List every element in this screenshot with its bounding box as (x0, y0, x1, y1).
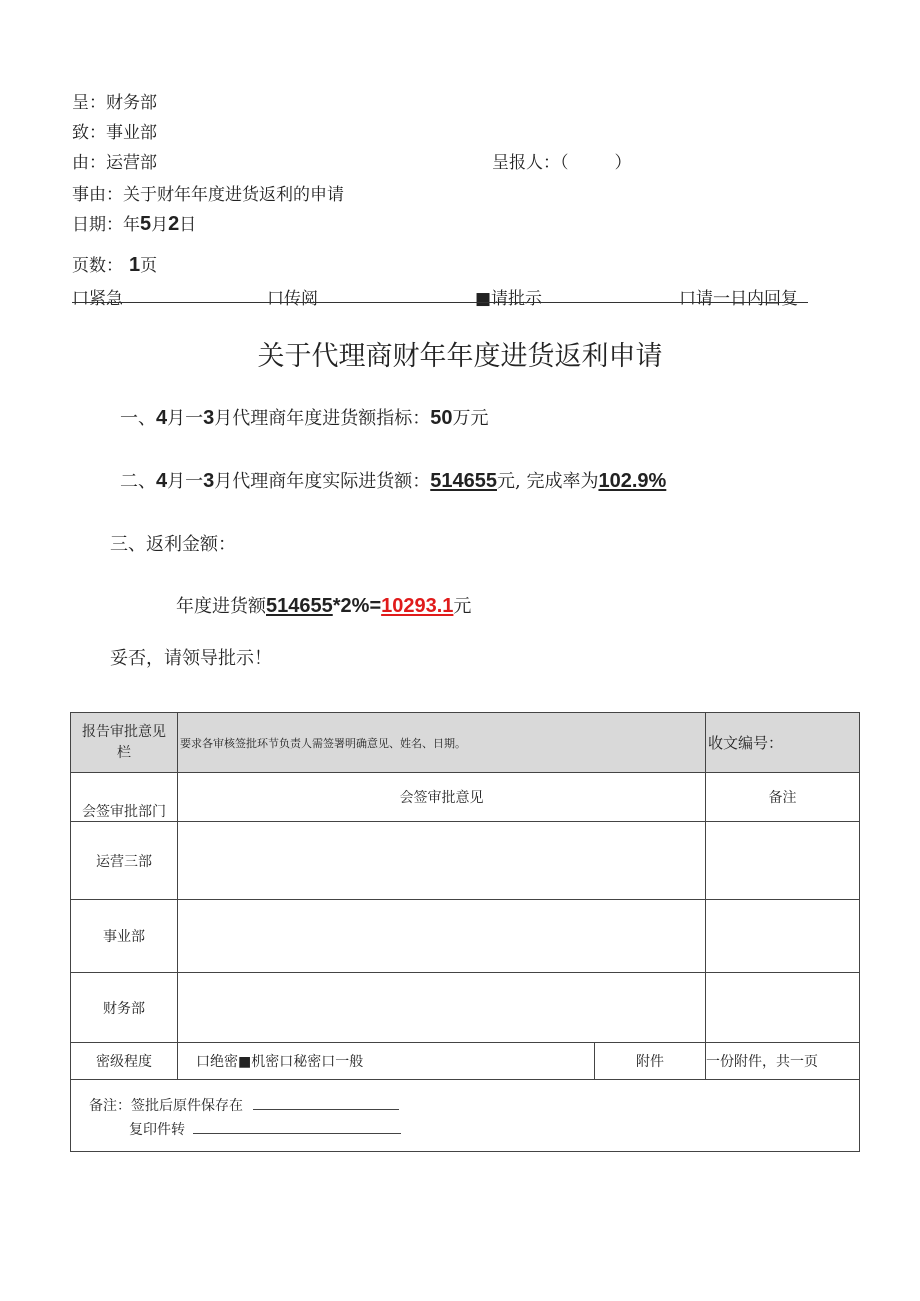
notes-cell (71, 1080, 860, 1152)
item-one-dash: 月一 (167, 408, 204, 429)
item-two-value: 514655 (430, 470, 497, 492)
to-label: 呈： (72, 93, 106, 113)
formula-op: *2%= (332, 595, 382, 617)
dept-name: 财务部 (71, 973, 178, 1043)
date-line (72, 210, 196, 236)
secrecy-row (71, 1043, 860, 1080)
opinion-cell[interactable] (178, 900, 706, 973)
closing-text: 妥否，请领导批示！ (110, 648, 272, 669)
original-storage-blank[interactable] (253, 1097, 399, 1110)
dept-row (71, 900, 860, 973)
date-month: 5 (140, 213, 152, 235)
from-line (72, 148, 157, 173)
flag-reply-one-day[interactable]: 口请一日内回复 (679, 289, 798, 309)
pages-line (72, 251, 157, 277)
copy-forward-blank[interactable] (193, 1121, 401, 1134)
remark-cell[interactable] (706, 822, 860, 900)
opinion-column-label: 报告审批意见栏 (71, 713, 178, 773)
copy-label: 复印件转 (129, 1122, 185, 1138)
approval-table (70, 712, 860, 1152)
opinion-cell[interactable] (178, 822, 706, 900)
page-title: 关于代理商财年年度进货返利申请 (257, 341, 663, 372)
remark-cell[interactable] (706, 900, 860, 973)
opinion-cell[interactable] (178, 973, 706, 1043)
pages-value: 1 (129, 254, 141, 276)
item-one-text: 月代理商年度进货额指标： (214, 408, 431, 429)
column-header-row (71, 773, 860, 822)
attachment-label: 附件 (595, 1043, 706, 1080)
remark-header: 备注 (706, 773, 860, 822)
dept-header: 会签审批部门 (71, 773, 178, 822)
dept-name: 事业部 (71, 900, 178, 973)
dept-name: 运营三部 (71, 822, 178, 900)
item-two-rate: 102.9% (598, 470, 667, 492)
cc-label: 致： (72, 123, 106, 143)
subject-label: 事由： (72, 185, 123, 205)
formula-base: 514655 (266, 595, 333, 617)
from-label: 由： (72, 153, 106, 173)
remark-cell[interactable] (706, 973, 860, 1043)
dept-row (71, 822, 860, 900)
doc-number-field[interactable]: 收文编号： (706, 713, 860, 773)
subject-value: 关于财年年度进货返利的申请 (123, 185, 344, 205)
to-line (72, 88, 157, 113)
item-one-month2: 3 (203, 407, 215, 429)
copy-forward-line (89, 1118, 859, 1142)
date-end: 日 (179, 215, 197, 235)
cc-value: 事业部 (106, 123, 157, 143)
item-two-prefix: 二、 (120, 471, 156, 492)
original-storage-line (89, 1094, 859, 1118)
to-value: 财务部 (106, 93, 157, 113)
secrecy-label: 密级程度 (71, 1043, 178, 1080)
item-two-dash: 月一 (167, 471, 204, 492)
reporter-label: 呈报人：（ (492, 153, 569, 173)
formula-result: 10293.1 (381, 595, 454, 617)
approval-header-row (71, 713, 860, 773)
opinion-header: 会签审批意见 (178, 773, 706, 822)
note-label: 备注：签批后原件保存在 (89, 1098, 243, 1114)
opinion-instruction: 要求各审核签批环节负责人需签署明确意见、姓名、日期。 (178, 713, 706, 773)
date-day: 2 (168, 213, 180, 235)
item-two (120, 467, 666, 493)
formula-label: 年度进货额 (176, 596, 266, 617)
item-two-mid: 元, 完成率为 (497, 471, 599, 492)
from-value: 运营部 (106, 153, 157, 173)
formula-line (176, 592, 471, 618)
flag-urgent[interactable]: 口紧急 (72, 289, 123, 309)
subject-line (72, 180, 344, 205)
header-divider (72, 302, 808, 303)
reporter-line (492, 148, 632, 173)
item-one (120, 404, 489, 430)
reporter-close: ） (614, 153, 632, 173)
cc-line (72, 118, 157, 143)
formula-unit: 元 (453, 596, 472, 617)
flag-approve[interactable]: ■请批示 (475, 289, 543, 309)
item-three: 三、返利金额： (110, 534, 236, 555)
date-label: 日期：年 (72, 215, 140, 235)
attachment-value: 一份附件，共一页 (706, 1043, 860, 1080)
date-mid: 月 (151, 215, 169, 235)
item-one-unit: 万元 (452, 408, 489, 429)
dept-row (71, 973, 860, 1043)
notes-row (71, 1080, 860, 1152)
item-one-value: 50 (430, 407, 453, 429)
pages-label: 页数： (72, 256, 123, 276)
item-two-month1: 4 (156, 470, 168, 492)
flag-circulate[interactable]: 口传阅 (267, 289, 318, 309)
item-one-prefix: 一、 (120, 408, 156, 429)
secrecy-options[interactable]: 口绝密■机密口秘密口一般 (178, 1043, 595, 1080)
item-two-month2: 3 (203, 470, 215, 492)
pages-unit: 页 (140, 256, 158, 276)
item-two-text: 月代理商年度实际进货额： (214, 471, 431, 492)
item-one-month1: 4 (156, 407, 168, 429)
